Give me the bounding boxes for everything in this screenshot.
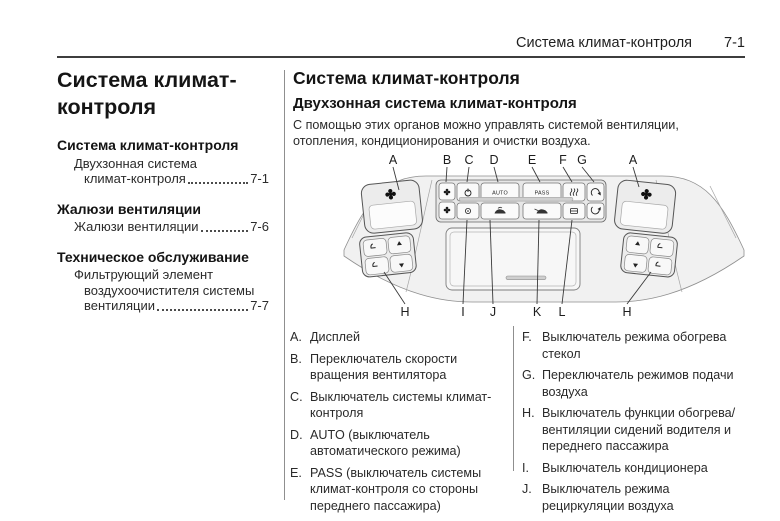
diagram-label-l: L xyxy=(558,305,566,319)
toc-page-number: 7-1 xyxy=(250,171,269,186)
pass-button-label: PASS xyxy=(534,190,550,197)
toc-page-number: 7-6 xyxy=(250,219,269,234)
legend-text: AUTO (выключатель автоматического режима) xyxy=(310,427,461,458)
passenger-display-screen xyxy=(620,201,668,230)
legend-divider xyxy=(513,326,514,471)
legend-item xyxy=(522,460,748,477)
legend-text: Выключатель режима обогрева стекол xyxy=(542,330,727,361)
subsection-title: Двухзонная система климат-контроля xyxy=(293,95,577,112)
toc-entry-text: воздухоочистителя системы xyxy=(84,282,255,298)
legend-item xyxy=(522,481,748,514)
legend-text: Выключатель режима рециркуляции воздуха xyxy=(542,482,674,513)
column-divider xyxy=(284,70,285,500)
legend-text: Переключатель режимов подачи воздуха xyxy=(542,368,734,399)
toc-entry-text: Двухзонная система xyxy=(74,155,198,171)
legend-letter: B. xyxy=(290,351,302,366)
toc-entry-line xyxy=(57,298,269,314)
toc-entry-text: климат-контроля xyxy=(84,171,186,186)
diagram-label-c: C xyxy=(464,153,474,167)
climate-control-panel-diagram xyxy=(338,150,750,320)
main-content xyxy=(293,68,745,150)
toc-section xyxy=(57,250,269,314)
toc-entry-line xyxy=(57,283,269,299)
toc-dot-leader xyxy=(201,230,249,232)
legend-letter: I. xyxy=(522,460,529,475)
legend-letter: D. xyxy=(290,427,303,442)
legend-letter: G. xyxy=(522,368,536,382)
diagram-label-g: G xyxy=(577,153,587,167)
legend-letter: A. xyxy=(290,330,302,344)
diagram-label-h-right: H xyxy=(622,305,632,319)
toc-entry-line xyxy=(57,219,269,235)
legend-text: Выключатель функции обогрева/ вентиляции сидений водителя и переднего пассажира xyxy=(542,406,736,453)
legend-text: PASS (выключатель системы климат-контроля со стороны переднего пассажира) xyxy=(310,465,482,513)
toc-page-number: 7-7 xyxy=(250,298,269,313)
legend-list-left xyxy=(290,329,508,519)
diagram-label-f: F xyxy=(559,153,567,167)
diagram-label-i: I xyxy=(461,305,465,319)
toc-entry-line xyxy=(57,267,269,283)
auto-button-label: AUTO xyxy=(492,190,508,197)
chapter-title: Система климат-контроля xyxy=(57,68,237,119)
toc-section-heading: Система климат-контроля xyxy=(57,137,239,153)
running-header-title: Система климат-контроля xyxy=(516,35,693,51)
legend-item xyxy=(522,367,748,400)
toc-entry-text: вентиляции xyxy=(84,298,155,313)
legend-item xyxy=(290,427,508,460)
legend-text: Выключатель кондиционера xyxy=(542,460,708,475)
toc-entry-line xyxy=(57,156,269,172)
toc-entry-line xyxy=(57,171,269,187)
toc-section-heading: Жалюзи вентиляции xyxy=(57,200,201,217)
legend-letter: F. xyxy=(522,330,532,344)
legend-list-right xyxy=(522,329,748,519)
header-rule xyxy=(57,56,745,58)
legend-item xyxy=(290,465,508,515)
temperature-display-strip xyxy=(459,197,573,201)
toc-dot-leader xyxy=(157,309,248,311)
air-mode-lower-button xyxy=(587,203,604,219)
toc-section xyxy=(57,202,269,235)
intro-paragraph: С помощью этих органов можно управлять системой вентиляции, отопления, кондиционирования и очистки воздуха. xyxy=(293,118,679,148)
toc-entry-text: Фильтрующий элемент xyxy=(74,267,214,282)
diagram-label-b: B xyxy=(442,153,452,167)
diagram-label-e: E xyxy=(527,153,537,167)
diagram-label-a-left: A xyxy=(388,153,398,167)
diagram-label-a-right: A xyxy=(628,153,638,167)
legend-item xyxy=(522,329,748,362)
toc-section-heading: Техническое обслуживание xyxy=(57,248,249,265)
legend-letter: H. xyxy=(522,406,535,420)
toc-entry-text: Жалюзи вентиляции xyxy=(74,219,199,234)
section-title: Система климат-контроля xyxy=(293,68,520,88)
legend-letter: J. xyxy=(522,482,532,496)
legend-text: Дисплей xyxy=(310,330,361,344)
legend-text: Переключатель скорости вращения вентилятора xyxy=(310,351,458,382)
legend-letter: C. xyxy=(290,389,303,404)
driver-display-screen xyxy=(369,201,417,230)
diagram-label-j: J xyxy=(489,305,497,319)
table-of-contents xyxy=(57,138,269,314)
legend-text: Выключатель системы климат-контроля xyxy=(310,389,492,420)
running-header xyxy=(516,35,745,51)
toc-dot-leader xyxy=(188,182,248,184)
air-mode-button xyxy=(587,183,604,201)
legend-item xyxy=(290,389,508,422)
diagram-label-k: K xyxy=(532,305,542,319)
legend-letter: E. xyxy=(290,465,302,480)
diagram-label-h-left: H xyxy=(400,305,410,319)
legend-item xyxy=(522,405,748,455)
toc-section xyxy=(57,138,269,187)
center-control-panel xyxy=(436,180,606,222)
legend-item xyxy=(290,351,508,384)
diagram-label-d: D xyxy=(489,153,499,167)
page-number: 7-1 xyxy=(724,35,745,51)
door-handle-slot xyxy=(506,276,546,280)
legend-item xyxy=(290,329,508,346)
